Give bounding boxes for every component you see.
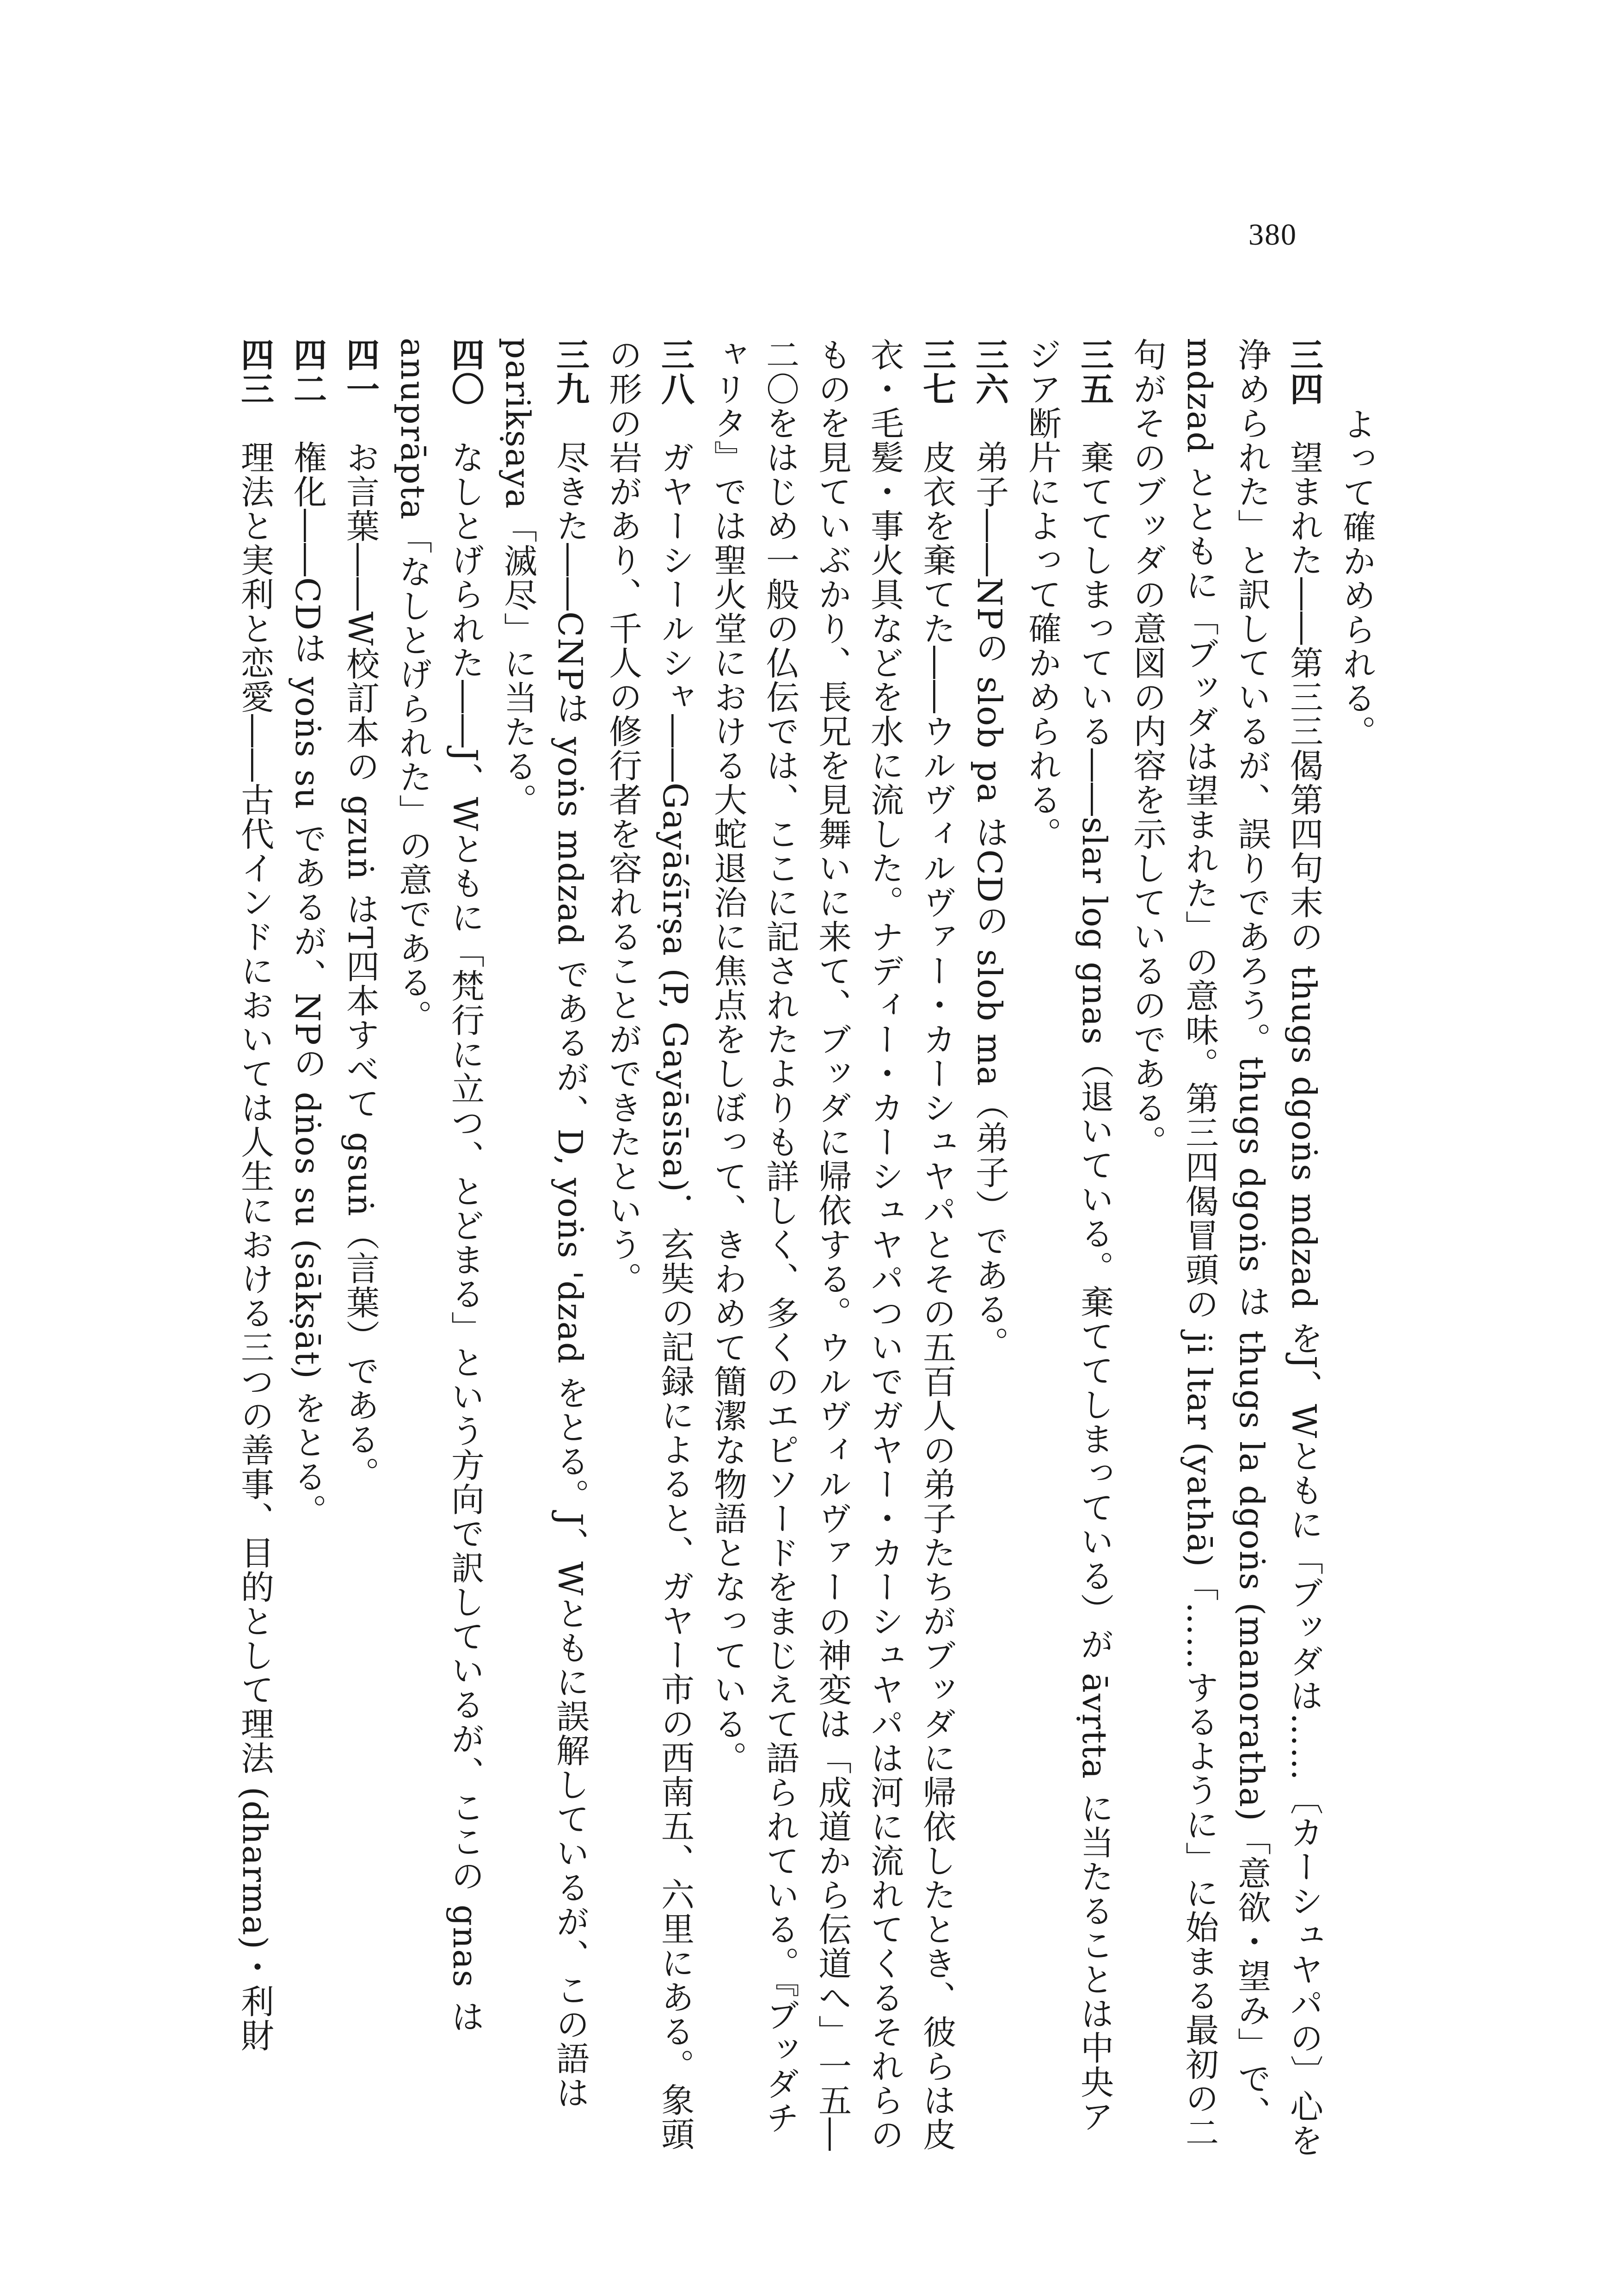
endnote-number: 四〇 — [446, 338, 485, 406]
endnote-number: 三四 — [1285, 338, 1324, 406]
endnote-number: 三八 — [656, 338, 695, 406]
endnote-text: 尽きた――CNPは yoṅs mdzad であるが、D, yoṅs 'dzad をとる。J、Wともに誤解しているが、この語は parikṣaya「滅尽」に当たる。 — [498, 338, 590, 2110]
endnote — [228, 338, 281, 2165]
endnote-number: 三九 — [551, 338, 590, 406]
endnote-number: 三七 — [917, 338, 957, 406]
endnote-number: 三六 — [970, 338, 1009, 406]
endnote-text: 権化――CDは yoṅs su であるが、NPの dṅos su (sākṣāt) をとる。 — [288, 440, 327, 1528]
endnote — [334, 338, 387, 2165]
endnote-text: ガヤーシールシャ――Gayāśīrṣa (P, Gayāsīsa)．玄奘の記録によると、ガヤー市の西南五、六里にある。象頭の形の岩があり、千人の修行者を容れることができたという。 — [603, 338, 695, 2151]
endnote — [387, 338, 492, 2165]
endnote — [701, 338, 963, 2165]
endnote-text: 弟子――NPの slob pa はCDの slob ma（弟子）である。 — [970, 440, 1009, 1361]
endnote-number: 四三 — [235, 338, 275, 406]
endnote-text: お言葉――W校訂本の gzuṅ はT四本すべて gsuṅ（言葉）である。 — [341, 440, 380, 1491]
endnote-number: 四一 — [341, 338, 380, 406]
page-number: 380 — [1248, 218, 1297, 252]
endnote-number: 三五 — [1075, 338, 1114, 406]
endnote-text: 理法と実利と恋愛――古代インドにおいては人生における三つの善事、目的として理法 (dharma)・利財 — [235, 440, 274, 2053]
endnote — [1121, 338, 1330, 2165]
endnote — [281, 338, 334, 2165]
endnotes-body — [157, 338, 1383, 2165]
endnote-text: 望まれた――第三三偈第四句末の thugs dgoṅs mdzad をJ、Wともに「ブッダは……〔カーシュヤパの〕心を浄められた」と訳しているが、誤りであろう。thugs dgoṅs は thugs la dgoṅs (manoratha)「意欲・望み」で、mdzad とともに「ブッダは望まれた」の意味。第三四偈冒頭の ji ltar (yathā)「……するように」に始まる最初の二句がそのブッダの意図の内容を示しているのである。 — [1128, 338, 1323, 2158]
endnote — [1016, 338, 1121, 2165]
endnote-text: なしとげられた――J、Wともに「梵行に立つ、とどまる」という方向で訳しているが、ここの gnas は anuprāpta「なしとげられた」の意である。 — [393, 338, 485, 2034]
endnote — [492, 338, 596, 2165]
endnote-text: 皮衣を棄てた――ウルヴィルヴァー・カーシュヤパとその五百人の弟子たちがブッダに帰依したとき、彼らは皮衣・毛髪・事火具などを水に流した。ナディー・カーシュヤパついでガヤー・カーシュヤパは河に流れてくるそれらのものを見ていぶかり、長兄を見舞いに来て、ブッダに帰依する。ウルヴィルヴァーの神変は「成道から伝道へ」一五―二〇をはじめ一般の仏伝では、ここに記されたよりも詳しく、多くのエピソードをまじえて語られている。『ブッダチャリタ』では聖火堂における大蛇退治に焦点をしぼって、きわめて簡潔な物語となっている。 — [708, 338, 956, 2152]
endnote-number: 四二 — [288, 338, 327, 406]
endnote-text: 棄ててしまっている――slar log gnas（退いている。棄ててしまっている）が āvṛtta に当たることは中央アジア断片によって確かめられる。 — [1023, 338, 1114, 2134]
endnote — [963, 338, 1016, 2165]
endnote — [596, 338, 701, 2165]
continued-note-text: よって確かめられる。 — [1337, 407, 1376, 749]
